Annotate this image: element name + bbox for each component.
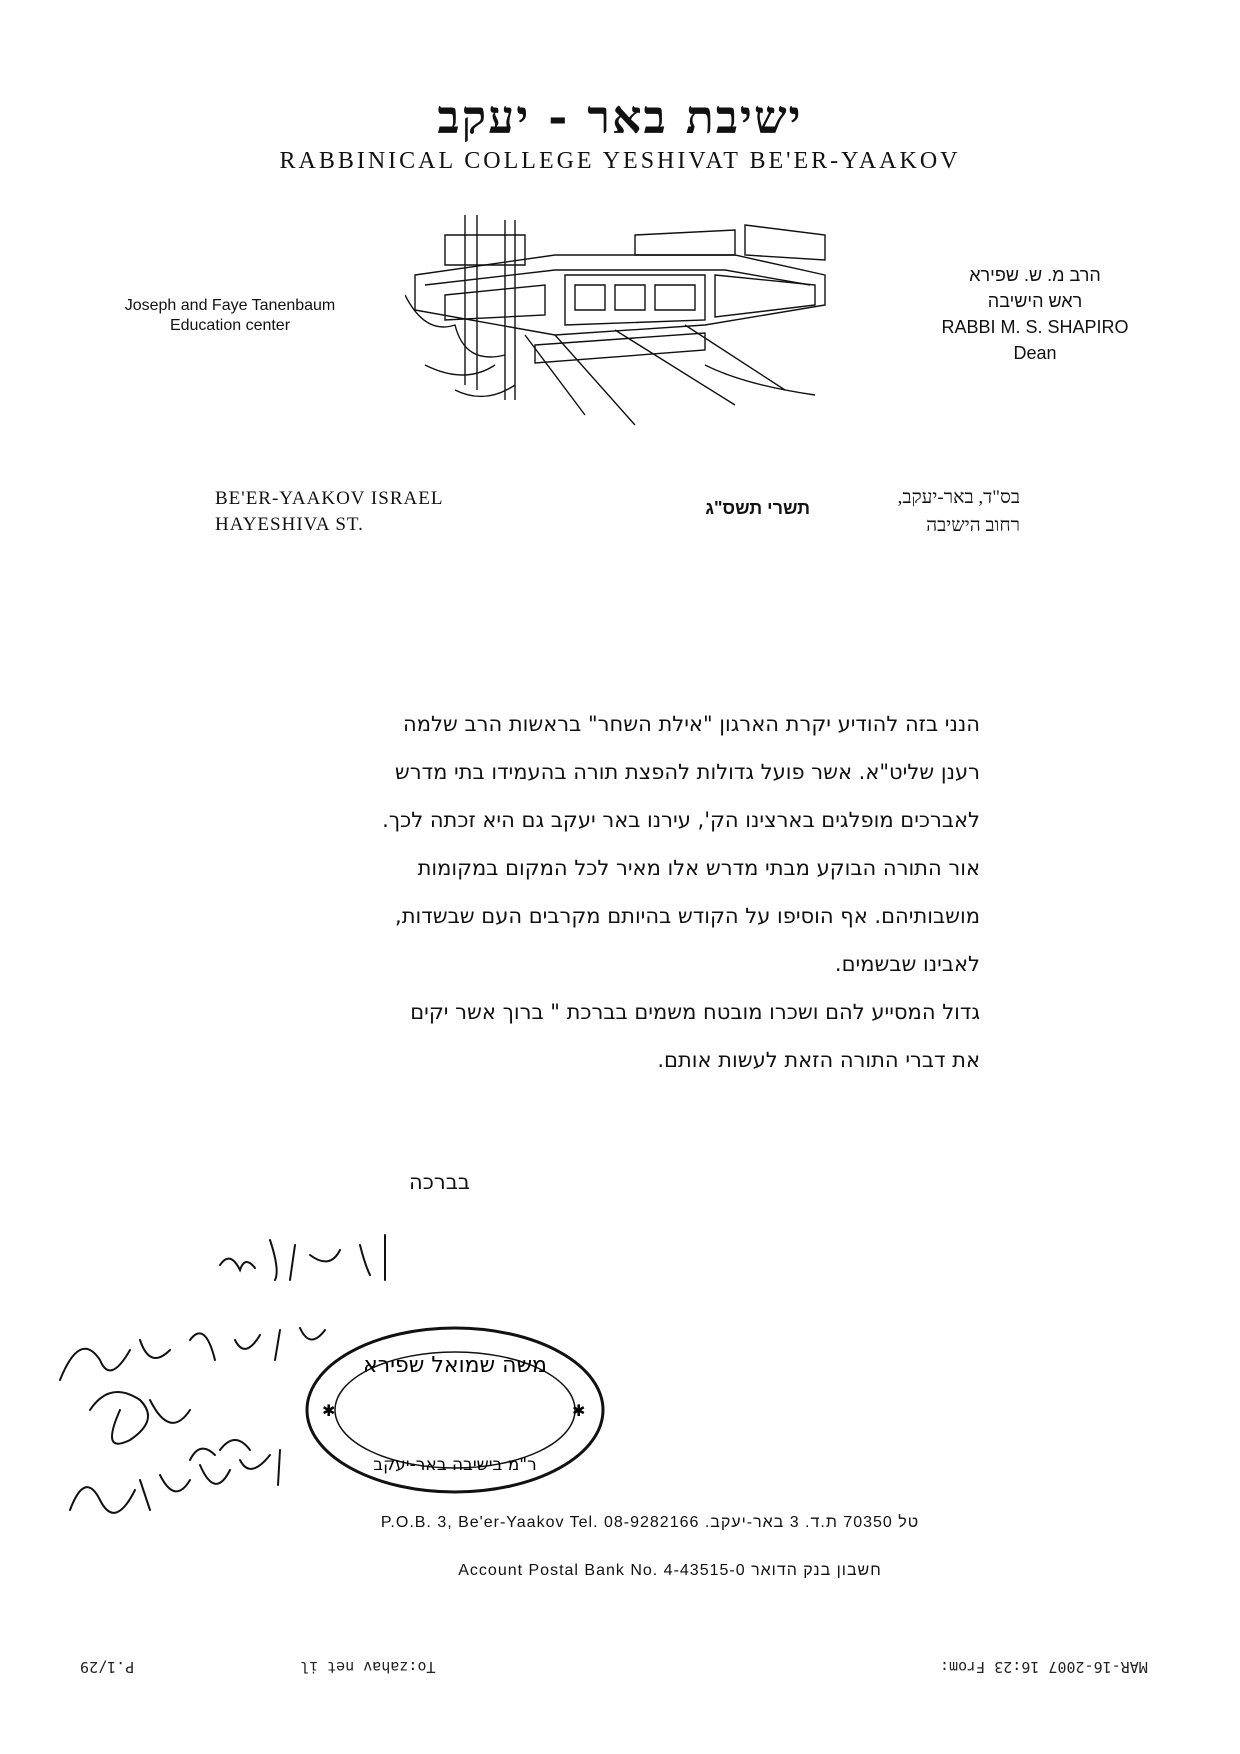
footer-contact: P.O.B. 3, Be'er-Yaakov Tel. 08-9282166 .טל 70350 ת.ד. 3 באר-יעקב [380, 1514, 920, 1531]
address-hebrew [830, 484, 1020, 540]
body-line: את דברי התורה הזאת לעשות אותם. [657, 1048, 980, 1072]
body-paragraph-1 [170, 700, 980, 988]
stamp-top-text: משה שמואל שפירא [363, 1353, 547, 1378]
dean-name-english: RABBI M. S. SHAPIRO [941, 317, 1129, 337]
body-line: מושבותיהם. אף הוסיפו על הקודש בהיותם מקרבים העם שבשדות, [395, 904, 980, 928]
fax-timestamp: MAR-16-2007 16:23 From: [940, 1658, 1148, 1676]
body-line: לאבינו שבשמים. [834, 952, 980, 976]
letter-date: תשרי תשס"ג [705, 498, 810, 518]
body-line: רענן שליט"א. אשר פועל גדולות להפצת תורה בהעמידו בתי מדרש [394, 760, 980, 784]
stamp-bottom-text: ר"מ בישיבה באר-יעקב [373, 1455, 537, 1475]
svg-text:✱: ✱ [572, 1401, 586, 1420]
address-hebrew-line2: רחוב הישיבה [926, 515, 1020, 536]
rabbi-stamp [300, 1320, 610, 1500]
address-english [215, 486, 443, 538]
letter-body [170, 700, 980, 1084]
fax-page-number: P.1/29 [80, 1658, 135, 1676]
body-line: לאברכים מופלגים בארצינו הק', עירנו באר יעקב גם היא זכתה לכך. [382, 808, 980, 832]
address-english-line2: HAYESHIVA ST. [215, 514, 364, 535]
education-center-line1: Joseph and Faye Tanenbaum [124, 297, 336, 314]
body-line: גדול המסייע להם ושכרו מובטח משמים בברכת " ברוך אשר יקים [410, 1000, 980, 1024]
education-center-line2: Education center [169, 317, 291, 334]
svg-text:✱: ✱ [322, 1401, 336, 1420]
address-english-line1: BE'ER-YAAKOV ISRAEL [215, 488, 444, 509]
building-illustration [405, 215, 835, 435]
fax-recipient: To:zahav net il [300, 1658, 436, 1676]
dean-title-english: Dean [1013, 343, 1057, 363]
letterhead-title-hebrew: ישיבת באר - יעקב [437, 90, 803, 144]
body-line: הנני בזה להודיע יקרת הארגון "אילת השחר" בראשות הרב שלמה [403, 712, 980, 736]
address-hebrew-line1: בס"ד, באר-יעקב, [897, 487, 1020, 508]
footer-bank-account: Account Postal Bank No. 4-43515-0 חשבון בנק הדואר [458, 1562, 882, 1579]
letterhead-title-english: RABBINICAL COLLEGE YESHIVAT BE'ER-YAAKOV [279, 148, 961, 174]
closing-greeting: בברכה [409, 1170, 470, 1194]
dean-block [900, 262, 1170, 366]
body-paragraph-2 [170, 988, 980, 1084]
dean-name-hebrew: הרב מ. ש. שפירא [969, 265, 1101, 285]
dean-title-hebrew: ראש הישיבה [987, 291, 1083, 311]
body-line: אור התורה הבוקע מבתי מדרש אלו מאיר לכל המקום במקומות [417, 856, 980, 880]
education-center [80, 296, 380, 336]
